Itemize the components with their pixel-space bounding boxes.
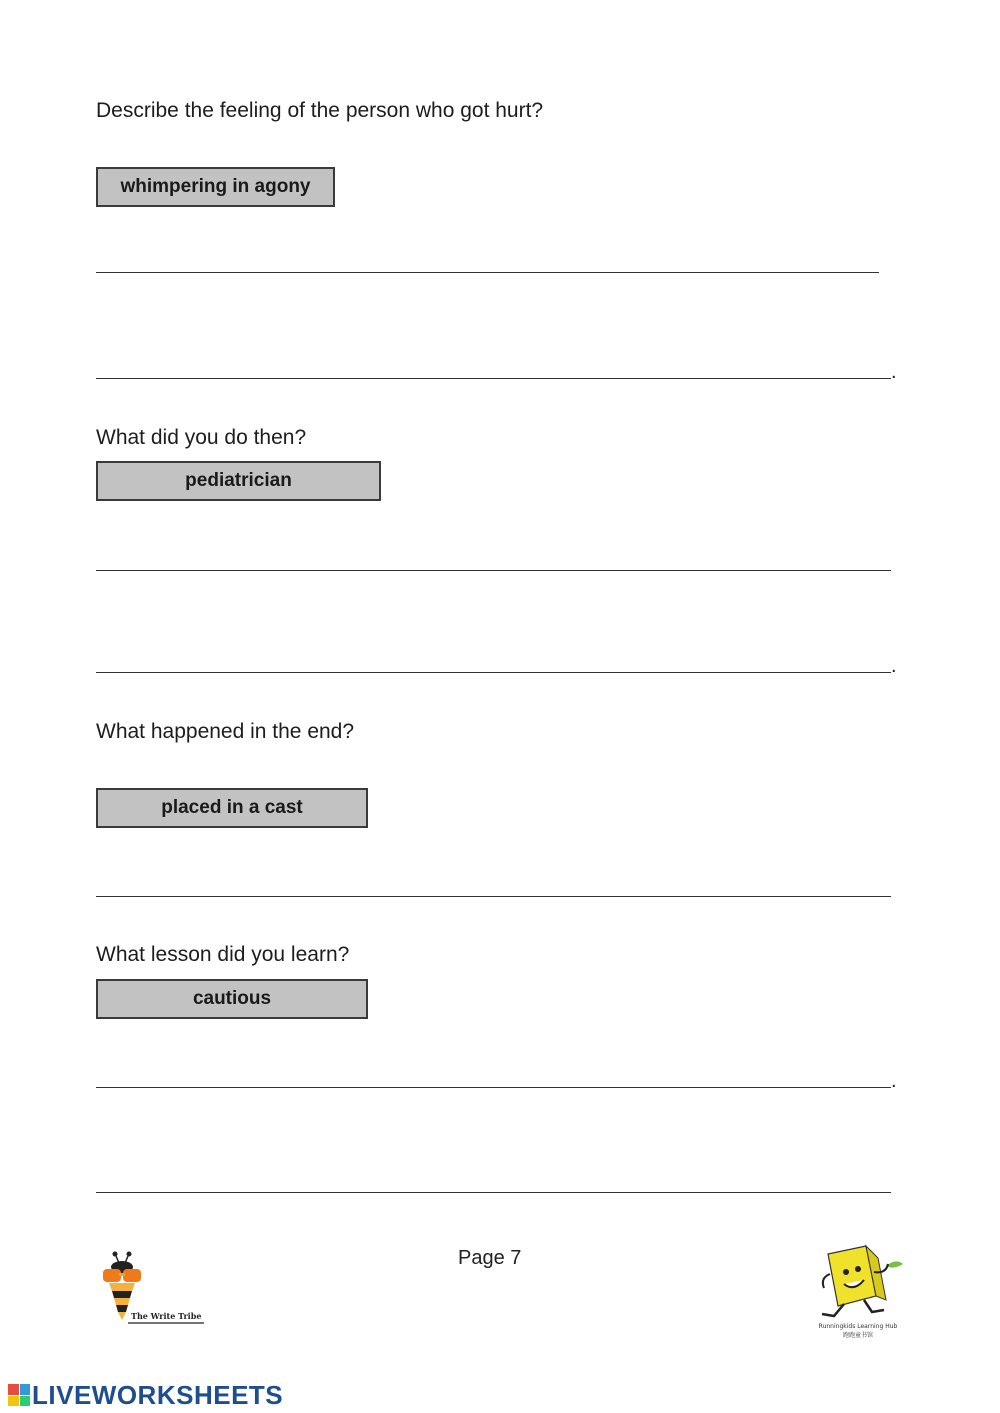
question-4: What lesson did you learn? bbox=[96, 943, 350, 966]
line-end-period: . bbox=[891, 655, 897, 677]
word-box-1[interactable]: whimpering in agony bbox=[96, 167, 335, 207]
word-box-4[interactable]: cautious bbox=[96, 979, 368, 1019]
liveworksheets-logo-icon bbox=[8, 1384, 30, 1406]
answer-line[interactable] bbox=[96, 570, 891, 571]
runningkids-book-logo bbox=[808, 1244, 908, 1344]
page-number: Page 7 bbox=[458, 1247, 522, 1269]
word-box-3[interactable]: placed in a cast bbox=[96, 788, 368, 828]
answer-line[interactable] bbox=[96, 378, 891, 379]
answer-line[interactable] bbox=[96, 1087, 891, 1088]
word-box-2[interactable]: pediatrician bbox=[96, 461, 381, 501]
answer-line[interactable] bbox=[96, 896, 891, 897]
write-tribe-logo-text: The Write Tribe bbox=[131, 1311, 202, 1321]
question-2: What did you do then? bbox=[96, 426, 307, 449]
runningkids-logo-subtext: 跑跑童书馆 bbox=[842, 1332, 874, 1339]
liveworksheets-wordmark: LIVEWORKSHEETS bbox=[32, 1379, 284, 1410]
write-tribe-bee-logo bbox=[98, 1250, 208, 1330]
runningkids-logo-text: Runningkids Learning Hub bbox=[818, 1323, 898, 1330]
liveworksheets-brand[interactable] bbox=[8, 1381, 283, 1409]
answer-line[interactable] bbox=[96, 672, 891, 673]
answer-line[interactable] bbox=[96, 272, 879, 273]
line-end-period: . bbox=[891, 1070, 897, 1092]
question-3: What happened in the end? bbox=[96, 720, 355, 743]
line-end-period: . bbox=[891, 361, 897, 383]
answer-line[interactable] bbox=[96, 1192, 891, 1193]
question-1: Describe the feeling of the person who got hurt? bbox=[96, 99, 544, 122]
